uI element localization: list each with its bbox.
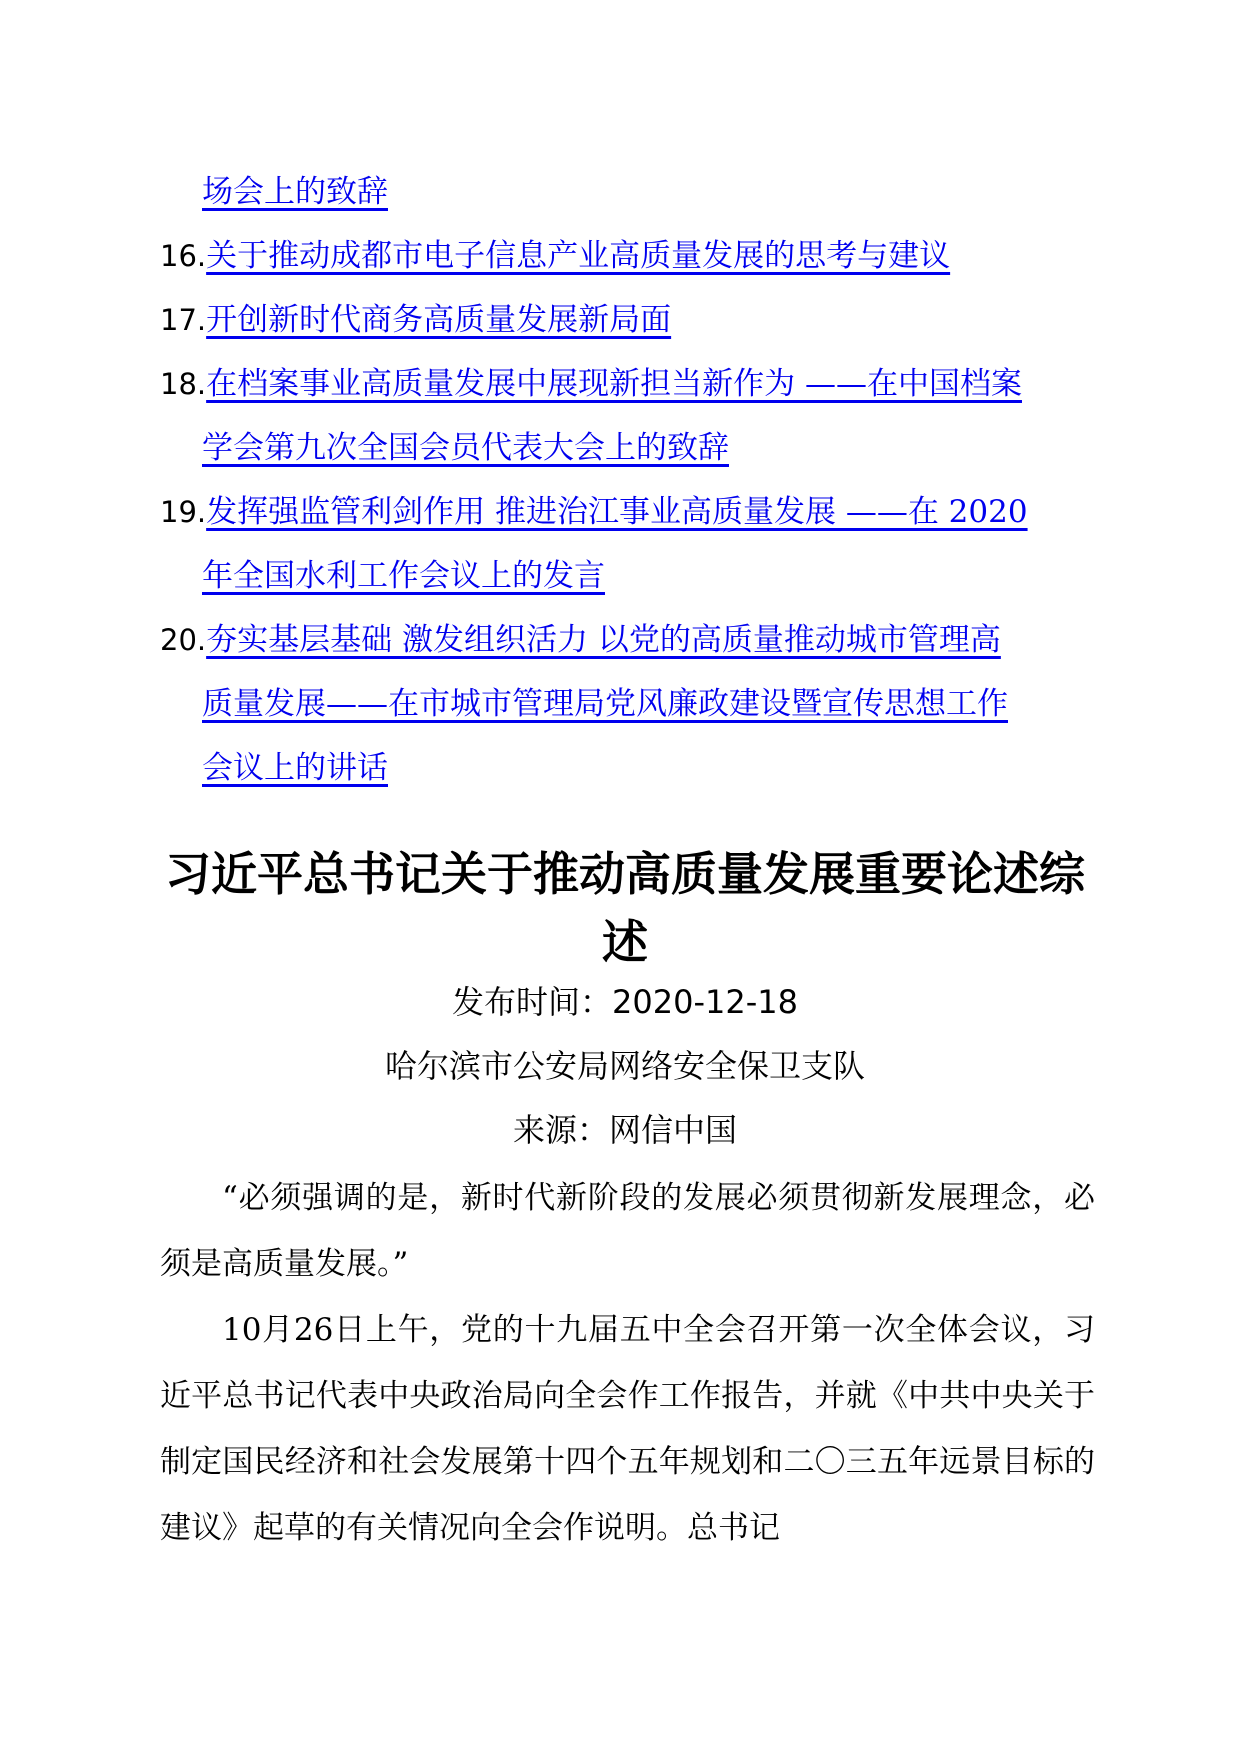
organization: 哈尔滨市公安局网络安全保卫支队 <box>384 1047 865 1085</box>
toc-continued-line <box>160 160 1095 224</box>
toc-item-18-cont <box>160 416 1095 480</box>
toc-link-19-line-2[interactable]: 年全国水利工作会议上的发言 <box>202 558 605 594</box>
toc-item-20-cont-2 <box>160 736 1095 800</box>
toc-link-17[interactable]: 开创新时代商务高质量发展新局面 <box>206 302 672 338</box>
toc-link-19[interactable]: 发挥强监管利剑作用 推进治江事业高质量发展 ——在 2020 <box>206 494 1028 530</box>
toc-link-16[interactable]: 关于推动成都市电子信息产业高质量发展的思考与建议 <box>206 238 951 274</box>
toc-item-18 <box>160 352 1095 416</box>
toc-number: 19. <box>160 495 207 529</box>
article-title: 习近平总书记关于推动高质量发展重要论述综述 <box>165 847 1085 969</box>
publish-date: 发布时间：2020-12-18 <box>452 983 798 1021</box>
table-of-contents <box>160 160 1095 800</box>
toc-item-16 <box>160 224 1095 288</box>
source: 来源：网信中国 <box>512 1111 737 1149</box>
article-body <box>160 1165 1095 1561</box>
toc-number: 16. <box>160 239 207 273</box>
toc-link-20[interactable]: 夯实基层基础 激发组织活力 以党的高质量推动城市管理高 <box>206 622 1001 658</box>
toc-item-20 <box>160 608 1095 672</box>
toc-item-17 <box>160 288 1095 352</box>
toc-link-18-line-2[interactable]: 学会第九次全国会员代表大会上的致辞 <box>202 430 729 466</box>
toc-link-20-line-3[interactable]: 会议上的讲话 <box>202 750 388 786</box>
toc-item-19 <box>160 480 1095 544</box>
paragraph-2: 10月26日上午，党的十九届五中全会召开第一次全体会议，习近平总书记代表中央政治局向全会作工作报告，并就《中共中央关于制定国民经济和社会发展第十四个五年规划和二〇三五年远景目标的建议》起草的有关情况向全会作说明。总书记 <box>160 1312 1095 1546</box>
toc-item-20-cont <box>160 672 1095 736</box>
toc-number: 18. <box>160 367 207 401</box>
toc-link-20-line-2[interactable]: 质量发展——在市城市管理局党风廉政建设暨宣传思想工作 <box>202 686 1008 722</box>
paragraph-quote: “必须强调的是，新时代新阶段的发展必须贯彻新发展理念，必须是高质量发展。” <box>160 1180 1095 1282</box>
toc-item-19-cont <box>160 544 1095 608</box>
toc-link-15-continued[interactable]: 场会上的致辞 <box>202 174 388 210</box>
toc-number: 17. <box>160 303 207 337</box>
toc-number: 20. <box>160 623 207 657</box>
toc-link-18[interactable]: 在档案事业高质量发展中展现新担当新作为 ——在中国档案 <box>206 366 1022 402</box>
